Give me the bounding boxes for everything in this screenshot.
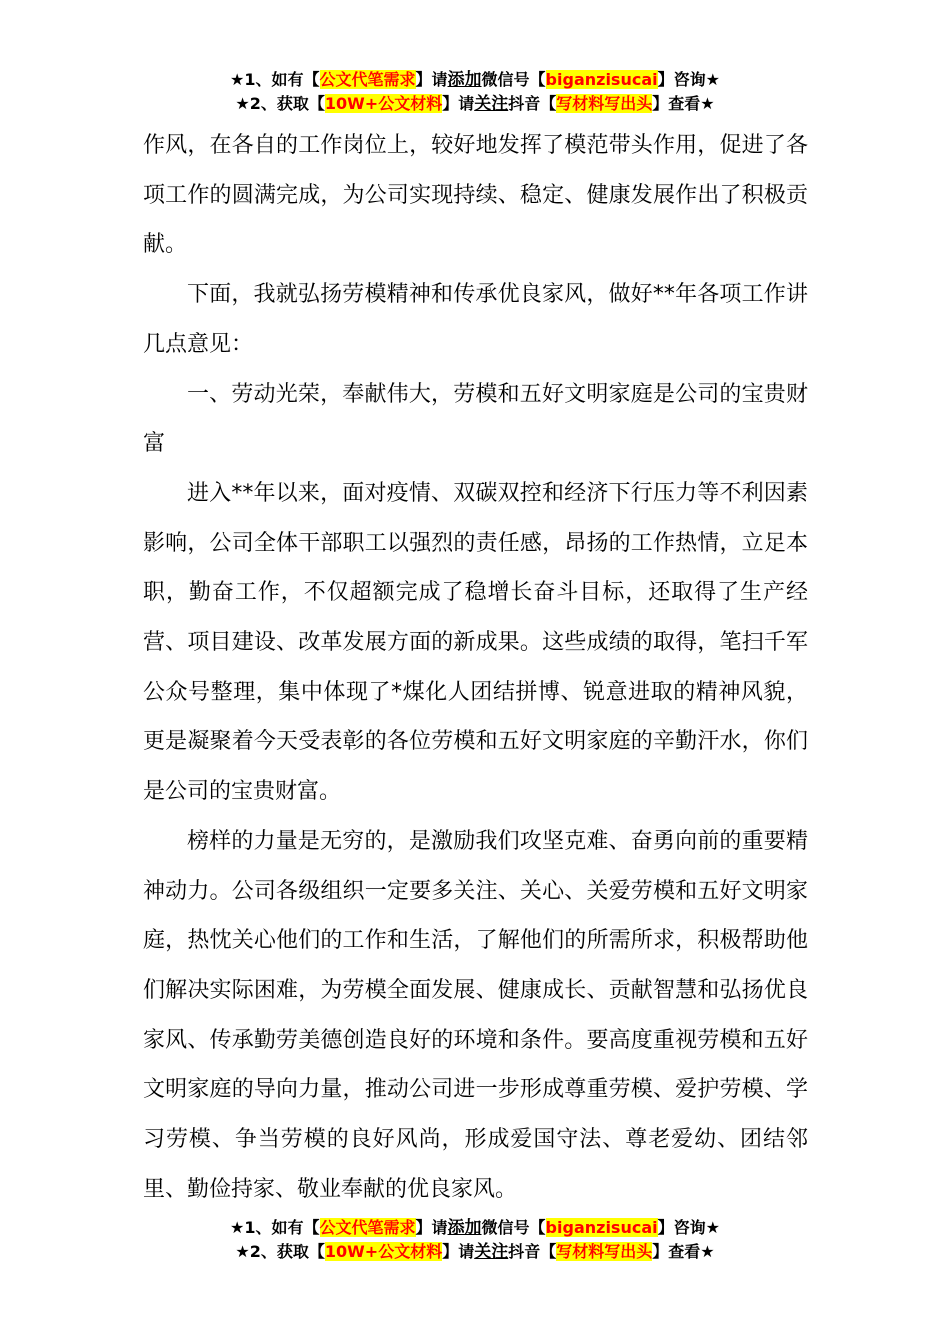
section-heading: 一、劳动光荣，奉献伟大，劳模和五好文明家庭是公司的宝贵财富 <box>143 381 808 457</box>
banner-text: 】咨询★ <box>657 1218 720 1237</box>
banner-text: 微信号【 <box>481 70 546 89</box>
banner-text: ★2、获取【 <box>235 1242 325 1261</box>
banner-text: ★1、如有【 <box>230 70 320 89</box>
footer-banner <box>0 1216 950 1264</box>
footer-banner-line-1 <box>0 1216 950 1240</box>
document-body <box>143 121 808 1214</box>
highlight-douyin-id: 写材料写出头 <box>556 1242 653 1261</box>
banner-text: 】请 <box>442 94 475 113</box>
paragraph-continuation: 作风，在各自的工作岗位上，较好地发挥了模范带头作用，促进了各项工作的圆满完成，为公司实现持续、稳定、健康发展作出了积极贡献。 <box>143 133 808 258</box>
emphasis-text: 关注 <box>474 94 509 114</box>
banner-text: 】请 <box>415 70 448 89</box>
header-banner <box>0 68 950 116</box>
highlight-wechat-id: biganzisucai <box>545 70 658 89</box>
highlight-service: 公文代笔需求 <box>319 1218 416 1237</box>
banner-text: 】请 <box>415 1218 448 1237</box>
banner-text: 抖音【 <box>508 94 557 113</box>
banner-text: 】咨询★ <box>657 70 720 89</box>
highlight-service: 公文代笔需求 <box>319 70 416 89</box>
highlight-wechat-id: biganzisucai <box>545 1218 658 1237</box>
emphasis-text: 关注 <box>474 1242 509 1262</box>
paragraph-intro: 下面，我就弘扬劳模精神和传承优良家风，做好**年各项工作讲几点意见： <box>143 282 808 357</box>
banner-text: ★1、如有【 <box>230 1218 320 1237</box>
emphasis-text: 添加 <box>447 1218 482 1238</box>
emphasis-text: 添加 <box>447 70 482 90</box>
footer-banner-line-2 <box>0 1240 950 1264</box>
header-banner-line-1 <box>0 68 950 92</box>
highlight-douyin-id: 写材料写出头 <box>556 94 653 113</box>
banner-text: 】查看★ <box>652 1242 715 1261</box>
highlight-materials: 10W+公文材料 <box>324 1242 443 1261</box>
banner-text: 】查看★ <box>652 94 715 113</box>
header-banner-line-2 <box>0 92 950 116</box>
highlight-materials: 10W+公文材料 <box>324 94 443 113</box>
paragraph-achievements: 进入**年以来，面对疫情、双碳双控和经济下行压力等不利因素影响，公司全体干部职工以强烈的责任感，昂扬的工作热情，立足本职，勤奋工作，不仅超额完成了稳增长奋斗目标，还取得了生产经营、项目建设、改革发展方面的新成果。这些成绩的取得，笔扫千军公众号整理，集中体现了*煤化人团结拼博、锐意进取的精神风貌，更是凝聚着今天受表彰的各位劳模和五好文明家庭的辛勤汗水，你们是公司的宝贵财富。 <box>143 480 808 805</box>
banner-text: 】请 <box>442 1242 475 1261</box>
banner-text: 抖音【 <box>508 1242 557 1261</box>
banner-text: 微信号【 <box>481 1218 546 1237</box>
paragraph-role-models: 榜样的力量是无穷的，是激励我们攻坚克难、奋勇向前的重要精神动力。公司各级组织一定要多关注、关心、关爱劳模和五好文明家庭，热忱关心他们的工作和生活，了解他们的所需所求，积极帮助他们解决实际困难，为劳模全面发展、健康成长、贡献智慧和弘扬优良家风、传承勤劳美德创造良好的环境和条件。要高度重视劳模和五好文明家庭的导向力量，推动公司进一步形成尊重劳模、爱护劳模、学习劳模、争当劳模的良好风尚，形成爱国守法、尊老爱幼、团结邻里、勤俭持家、敬业奉献的优良家风。 <box>143 828 808 1202</box>
banner-text: ★2、获取【 <box>235 94 325 113</box>
